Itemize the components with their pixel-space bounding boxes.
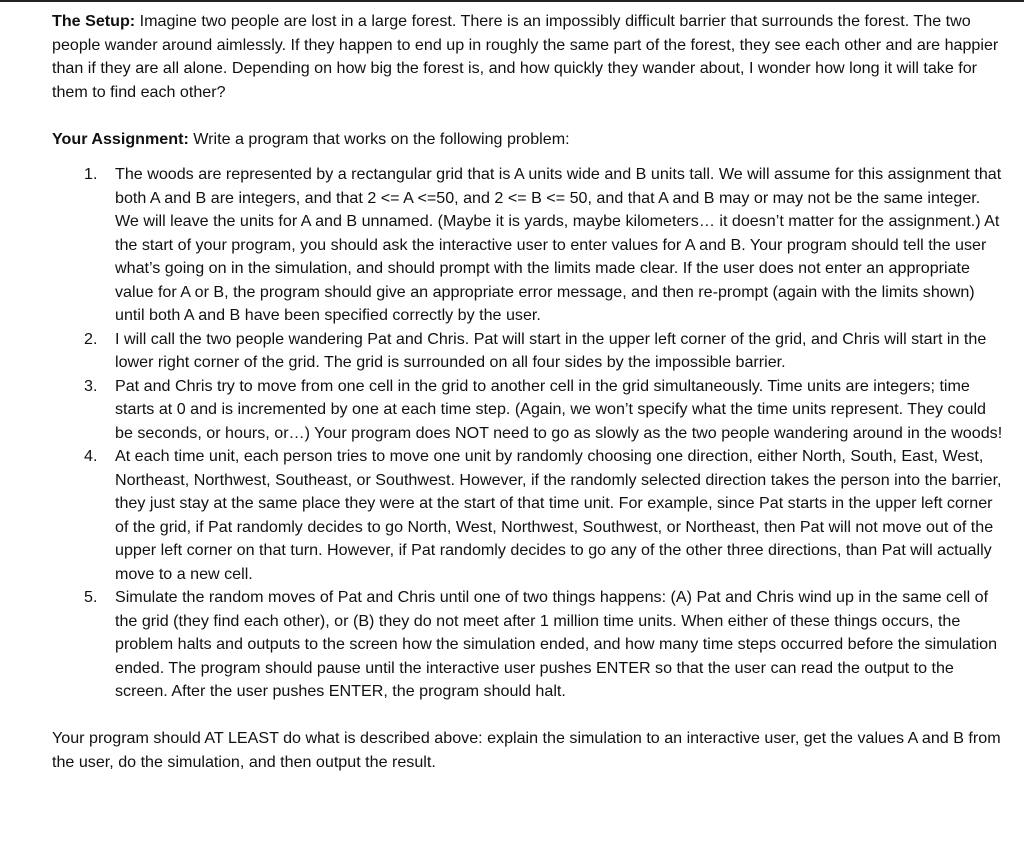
list-item-number: 5. <box>84 588 98 606</box>
list-item <box>52 163 1004 328</box>
list-item-text: At each time unit, each person tries to move one unit by randomly choosing one direction, either North, South, East, West, Northeast, Northwest, Southeast, or Southwest. However, if the randomly selected direction takes the person into the barrier, they just stay at the same place they were at the start of that time unit. For example, since Pat starts in the upper left corner of the grid, if Pat randomly decides to go North, West, Northwest, Southwest, or Northeast, then Pat will not move out of the upper left corner on that turn. However, if Pat randomly decides to go any of the other three directions, than Pat will actually move to a new cell. <box>115 447 1002 583</box>
closing-paragraph: Your program should AT LEAST do what is described above: explain the simulation to an interactive user, get the values A and B from the user, do the simulation, and then output the result. <box>52 729 1001 771</box>
assignment-label: Your Assignment: <box>52 129 189 148</box>
list-item <box>52 445 1004 586</box>
list-item <box>52 328 1004 375</box>
list-item-text: Simulate the random moves of Pat and Chris until one of two things happens: (A) Pat and Chris wind up in the same cell of the grid (they find each other), or (B) they do not meet after 1 million time units. When either of these things occurs, the problem halts and outputs to the screen how the simulation ended, and how many time steps occurred before the simulation ended. The program should pause until the interactive user pushes ENTER so that the user can read the output to the screen. After the user pushes ENTER, the program should halt. <box>115 588 998 700</box>
list-item-text: Pat and Chris try to move from one cell in the grid to another cell in the grid simultaneously. Time units are integers; time starts at 0 and is incremented by one at each time step. (Again, we won’t specify what the time units represent. They could be seconds, or hours, or…) Your program does NOT need to go as slowly as the two people wandering around in the woods! <box>115 376 1003 442</box>
list-item <box>52 586 1004 704</box>
assignment-paragraph <box>52 128 1004 152</box>
list-item-number: 1. <box>84 165 98 183</box>
list-item-number: 2. <box>84 329 98 348</box>
list-item <box>52 375 1004 446</box>
setup-paragraph <box>52 10 1004 104</box>
list-item-text: I will call the two people wandering Pat and Chris. Pat will start in the upper left corner of the grid, and Chris will start in the lower right corner of the grid. The grid is surrounded on all four sides by the impossible barrier. <box>115 329 987 371</box>
requirements-list <box>52 163 1004 704</box>
setup-text: Imagine two people are lost in a large forest. There is an impossibly difficult barrier that surrounds the forest. The two people wander around aimlessly. If they happen to end up in roughly the same part of the forest, they see each other and are happier than if they are all alone. Depending on how big the forest is, and how quickly they wander about, I wonder how long it will take for them to find each other? <box>52 12 999 101</box>
setup-label: The Setup: <box>52 12 136 30</box>
list-item-number: 4. <box>84 447 98 465</box>
list-item-text: The woods are represented by a rectangular grid that is A units wide and B units tall. We will assume for this assignment that both A and B are integers, and that 2 <= A <=50, and 2 <= B <= 50, and that A and B may or may not be the same integer. We will leave the units for A and B unnamed. (Maybe it is yards, maybe kilometers… it doesn’t matter for the assignment.) At the start of your program, you should ask the interactive user to enter values for A and B. Your program should tell the user what’s going on in the simulation, and should prompt with the limits made clear. If the user does not enter an appropriate value for A or B, the program should give an appropriate error message, and then re-prompt (again with the limits shown) until both A and B have been specified correctly by the user. <box>115 165 1002 324</box>
list-item-number: 3. <box>84 376 98 395</box>
assignment-text: Write a program that works on the following problem: <box>188 129 570 148</box>
